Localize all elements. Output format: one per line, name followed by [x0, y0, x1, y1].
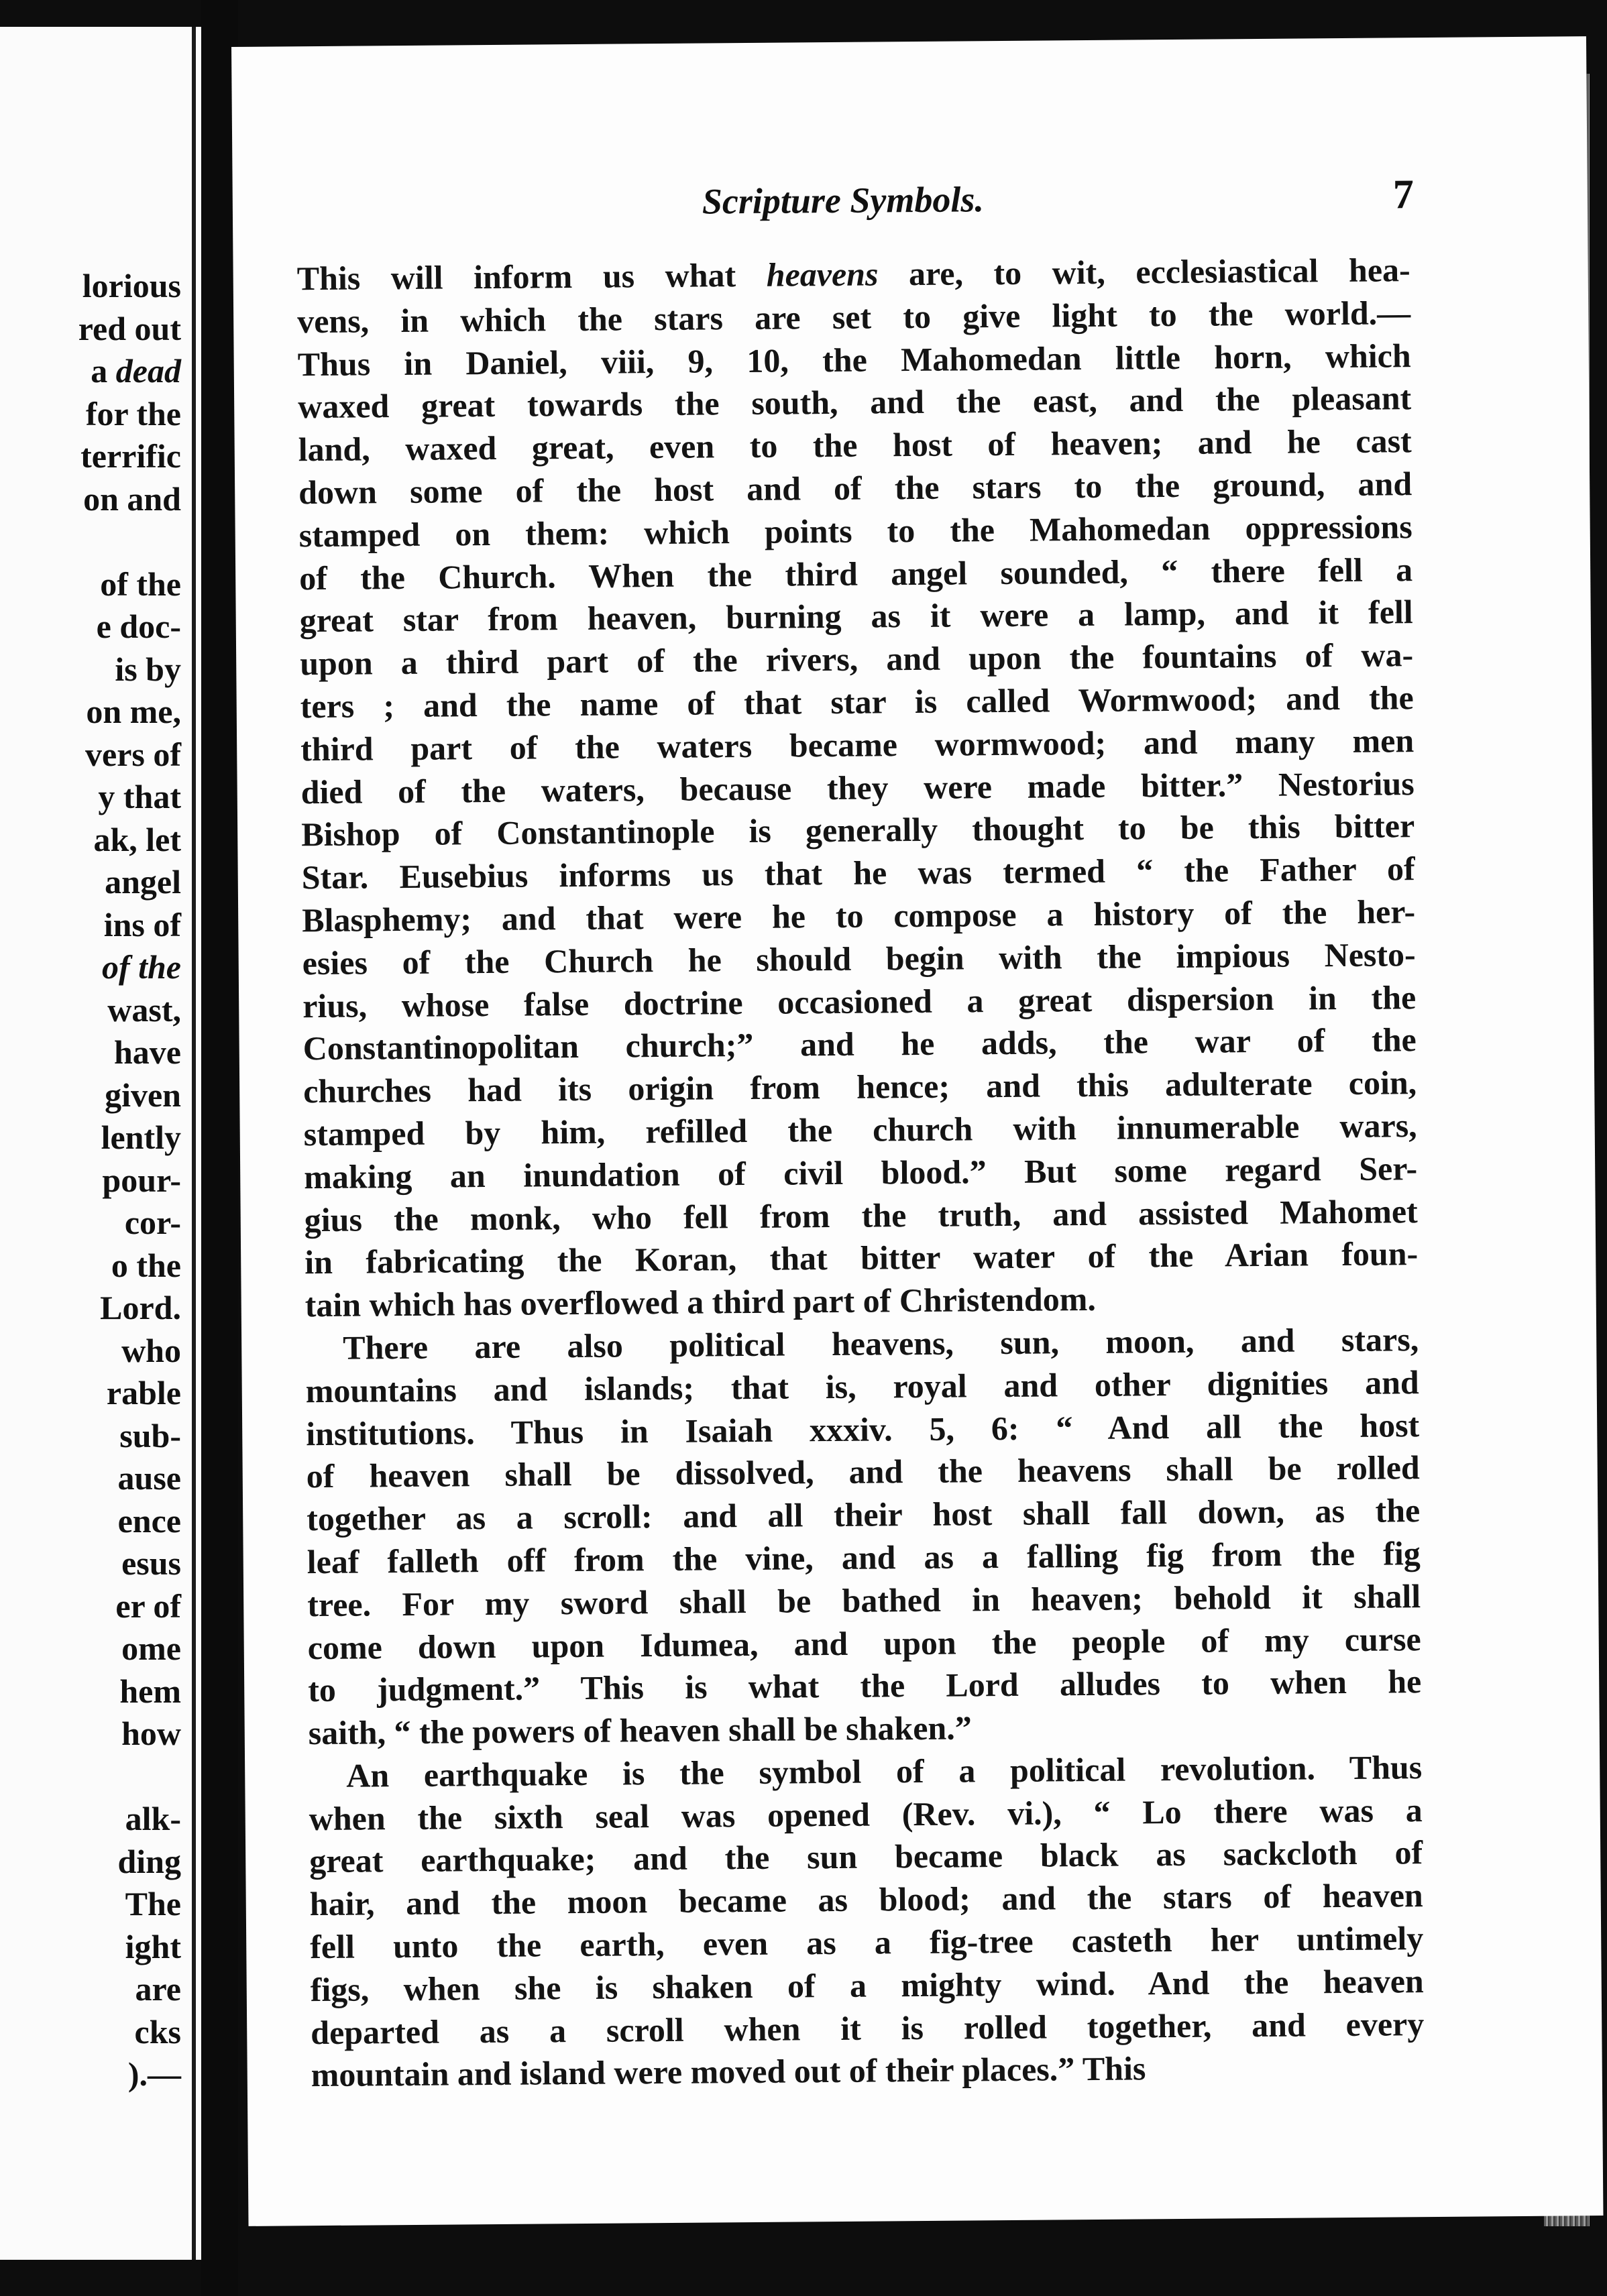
text-line: when the sixth seal was opened (Rev. vi.), “ Lo there was a — [309, 1790, 1423, 1837]
text-line: ters ; and the name of that star is called Wormwood; and the — [300, 679, 1414, 726]
running-title: Scripture Symbols. — [702, 179, 985, 222]
text-line: gius the monk, who fell from the truth, and assisted Mahomet — [304, 1192, 1418, 1239]
text-line: to judgment.” This is what the Lord alludes to when he — [308, 1662, 1422, 1709]
left-page-line — [7, 1756, 181, 1798]
left-page-line: is by — [115, 650, 181, 688]
text-line: esies of the Church he should begin with the impious Nesto- — [302, 935, 1416, 982]
text-line: figs, when she is shaken of a mighty wind. And the heaven — [310, 1962, 1424, 2009]
left-page-line: for the — [85, 394, 181, 433]
left-page-line: hem — [119, 1672, 181, 1710]
left-page-line: cks — [134, 2012, 181, 2051]
left-page-line: The — [125, 1885, 181, 1922]
left-page-line: are — [135, 1970, 181, 2008]
left-page-line: on and — [83, 479, 181, 518]
left-page-line: terrific — [80, 437, 181, 475]
text-line: Thus in Daniel, viii, 9, 10, the Mahomedan little horn, which — [297, 336, 1411, 383]
left-page-line: esus — [121, 1544, 181, 1582]
left-page-line: have — [114, 1033, 181, 1071]
text-line: hair, and the moon became as blood; and the stars of heaven — [309, 1876, 1423, 1923]
text-line: third part of the waters became wormwood; and many men — [300, 721, 1415, 768]
text-line: An earthquake is the symbol of a political revolution. Thus — [346, 1748, 1423, 1794]
left-page-line: ence — [117, 1501, 181, 1540]
text-line: Blasphemy; and that were he to compose a history of the her- — [302, 893, 1416, 939]
text-line: of the Church. When the third angel sounded, “ there fell a — [299, 550, 1413, 597]
text-line: of heaven shall be dissolved, and the heavens shall be rolled — [306, 1448, 1420, 1495]
left-page-line: Lord. — [100, 1289, 181, 1326]
left-page-line: how — [121, 1715, 181, 1752]
text-line: institutions. Thus in Isaiah xxxiv. 5, 6: “ And all the host — [306, 1405, 1420, 1452]
running-head — [233, 174, 1588, 238]
text-line: leaf falleth off from the vine, and as a falling fig from the fig — [307, 1534, 1421, 1581]
left-page-line: a dead — [91, 352, 181, 390]
text-line: stamped on them: which points to the Mahomedan oppressions — [298, 507, 1412, 555]
text-line: rius, whose false doctrine occasioned a great dispersion in the — [302, 978, 1417, 1025]
text-line: come down upon Idumea, and upon the people of my curse — [307, 1619, 1421, 1666]
left-page-line: given — [105, 1076, 181, 1114]
left-page-line: ome — [121, 1629, 181, 1667]
text-line: land, waxed great, even to the host of heaven; and he cast — [298, 422, 1412, 469]
left-page-line: y that — [98, 778, 181, 815]
left-page-line: e doc- — [96, 608, 181, 645]
left-page-line: cor- — [124, 1204, 181, 1241]
left-page-line: alk- — [125, 1800, 181, 1837]
text-line: in fabricating the Koran, that bitter water of the Arian foun- — [304, 1235, 1419, 1281]
left-page-line: of the — [101, 948, 181, 986]
left-page-line: on me, — [86, 693, 181, 730]
left-page-line — [7, 520, 181, 563]
left-page-line: of the — [100, 565, 181, 603]
left-page-line: wast, — [107, 990, 181, 1029]
text-line: died of the waters, because they were made bitter.” Nestorius — [300, 764, 1415, 811]
text-line: Constantinopolitan church;” and he adds, the war of the — [302, 1021, 1417, 1068]
left-page-line: o the — [111, 1246, 181, 1284]
left-page-line: rable — [106, 1374, 181, 1412]
left-page-line: ause — [117, 1459, 181, 1497]
left-page-line: ak, let — [93, 820, 181, 858]
text-line: great earthquake; and the sun became black as sackcloth of — [309, 1833, 1423, 1880]
text-line: stamped by him, refilled the church with innumerable wars, — [303, 1106, 1417, 1153]
book-gutter — [201, 0, 238, 2296]
left-page-line: er of — [115, 1587, 181, 1625]
text-line: waxed great towards the south, and the east, and the pleasant — [297, 379, 1412, 426]
right-page — [231, 36, 1603, 2226]
text-line: fell unto the earth, even as a fig-tree casteth her untimely — [310, 1919, 1424, 1966]
left-page-text-fragments — [7, 265, 181, 2096]
left-page-line: vers of — [85, 735, 181, 773]
page-number: 7 — [1392, 172, 1415, 218]
text-line: mountain and island were moved out of their places.” This — [311, 2049, 1146, 2094]
text-line: making an inundation of civil blood.” But some regard Ser- — [304, 1149, 1418, 1196]
text-line: saith, “ the powers of heaven shall be shaken.” — [308, 1709, 972, 1752]
text-line: great star from heaven, burning as it were a lamp, and it fell — [299, 593, 1413, 640]
left-page-line: ).— — [127, 2055, 181, 2093]
text-line: Bishop of Constantinople is generally thought to be this bitter — [301, 807, 1415, 854]
text-line: tain which has overflowed a third part of Christendom. — [304, 1280, 1097, 1324]
left-page-line: angel — [105, 863, 181, 901]
left-page-line: lently — [101, 1118, 181, 1156]
left-page-line: ding — [117, 1842, 181, 1880]
text-line: vens, in which the stars are set to give light to the world.— — [296, 294, 1411, 341]
body-text — [296, 249, 1424, 2097]
text-line: This will inform us what heavens are, to wit, ecclesiastical hea- — [296, 251, 1410, 298]
left-page-line: ight — [125, 1927, 181, 1965]
left-page-line: red out — [78, 309, 181, 347]
left-facing-page — [0, 27, 201, 2260]
left-page-line: lorious — [82, 267, 181, 304]
left-page-edge-line — [192, 27, 196, 2260]
text-line: There are also political heavens, sun, moon, and stars, — [343, 1320, 1419, 1367]
left-page-line: ins of — [103, 905, 181, 943]
text-line: Star. Eusebius informs us that he was termed “ the Father of — [301, 850, 1415, 897]
text-line: down some of the host and of the stars to the ground, and — [298, 465, 1412, 512]
text-line: together as a scroll: and all their host shall fall down, as the — [307, 1491, 1421, 1538]
text-line: departed as a scroll when it is rolled together, and every — [311, 2004, 1425, 2051]
left-page-line: pour- — [102, 1161, 181, 1199]
text-line: upon a third part of the rivers, and upon the fountains of wa- — [300, 636, 1414, 683]
text-line: tree. For my sword shall be bathed in heaven; behold it shall — [307, 1576, 1421, 1623]
left-page-line: sub- — [119, 1416, 181, 1454]
text-line: churches had its origin from hence; and this adulterate coin, — [303, 1064, 1417, 1110]
text-line: mountains and islands; that is, royal and other dignities and — [305, 1363, 1419, 1410]
left-page-line: who — [121, 1331, 181, 1369]
